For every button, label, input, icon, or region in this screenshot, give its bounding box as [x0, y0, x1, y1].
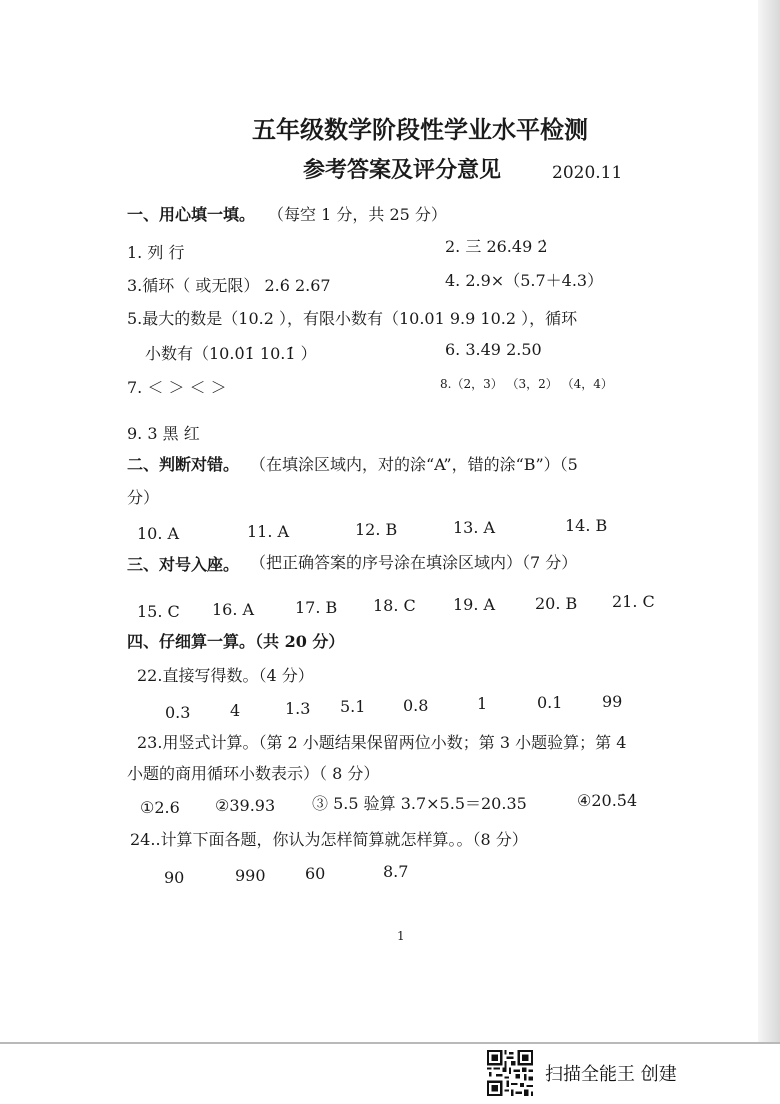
scan-edge-shadow — [758, 0, 780, 1050]
answer-q2: 2. 三 26.49 2̇ — [445, 237, 548, 256]
page-number: 1 — [397, 929, 405, 943]
answer-q17: 17. B — [295, 598, 338, 617]
q23-answer: ①2.6 — [140, 798, 180, 817]
answer-q5-line2: 小数有（10.0̇1̇ 10.1̇ ） — [145, 344, 317, 363]
section1-note: （每空 1 分，共 25 分） — [268, 205, 447, 224]
section2-heading: 二、判断对错。 — [127, 455, 240, 474]
section2-note-continued: 分） — [127, 488, 160, 507]
answer-q18: 18. C — [373, 596, 416, 615]
answer-q6: 6. 3.49 2.50 — [445, 340, 542, 359]
q22-answer: 0.3 — [165, 703, 191, 722]
q23-answer: ③ 5.5 验算 3.7×5.5＝20.35 — [312, 794, 527, 813]
q24-answer: 990 — [235, 866, 266, 885]
scanner-watermark-text: 扫描全能王 创建 — [545, 1064, 677, 1085]
answer-q1: 1. 列 行 — [127, 243, 185, 262]
answer-q9: 9. 3 黑 红 — [127, 424, 200, 443]
answer-q21: 21. C — [612, 592, 655, 611]
q22-answer: 4 — [230, 701, 241, 720]
answer-q8: 8.（2，3） （3，2） （4，4） — [440, 377, 613, 391]
section2-note: （在填涂区域内，对的涂“A”，错的涂“B”）（5 — [250, 455, 578, 474]
answer-q10: 10. A — [137, 524, 180, 543]
qr-code-icon — [487, 1050, 533, 1096]
document-title: 五年级数学阶段性学业水平检测 — [252, 115, 588, 144]
section3-note: （把正确答案的序号涂在填涂区域内）（7 分） — [250, 553, 578, 572]
q22-answer: 1.3 — [285, 699, 311, 718]
q22-answer: 99 — [602, 692, 623, 711]
section1-heading: 一、用心填一填。 — [127, 205, 256, 224]
q23-label: 23.用竖式计算。（第 2 小题结果保留两位小数；第 3 小题验算；第 4 — [137, 733, 627, 752]
answer-q16: 16. A — [212, 600, 255, 619]
q24-answer: 8.7 — [383, 862, 409, 881]
answer-q5-line1: 5.最大的数是（10.2 ），有限小数有（10.01 9.9 10.2 ），循环 — [127, 309, 578, 328]
answer-q4: 4. 2.9×（5.7＋4.3） — [445, 271, 604, 290]
answer-q3: 3.循环（ 或无限） 2.6̇ 2.67 — [127, 276, 331, 295]
answer-q14: 14. B — [565, 516, 608, 535]
answer-q13: 13. A — [453, 518, 496, 537]
q24-answer: 60 — [305, 864, 326, 883]
q22-answer: 0.8 — [403, 696, 429, 715]
q23-answer: ②39.93 — [215, 796, 276, 815]
page-bottom-edge — [0, 1042, 780, 1044]
q22-answer: 5.1 — [340, 697, 366, 716]
q22-answer: 1 — [477, 694, 488, 713]
answer-q12: 12. B — [355, 520, 398, 539]
answer-q15: 15. C — [137, 602, 180, 621]
answer-q11: 11. A — [247, 522, 290, 541]
document-subtitle: 参考答案及评分意见 — [303, 157, 502, 183]
q24-label: 24..计算下面各题，你认为怎样简算就怎样算。。（8 分） — [130, 830, 528, 849]
q22-answer: 0.1 — [537, 693, 563, 712]
q23-answer: ④20.5̇4̇ — [577, 791, 638, 810]
answer-q20: 20. B — [535, 594, 578, 613]
answer-q7: 7. ＜ ＞ ＜ ＞ — [127, 378, 227, 397]
document-date: 2020.11 — [552, 163, 623, 183]
q23-label-continued: 小题的商用循环小数表示）（ 8 分） — [127, 764, 380, 783]
q24-answer: 90 — [164, 868, 185, 887]
section4-heading: 四、仔细算一算。（共 20 分） — [127, 632, 345, 651]
answer-q19: 19. A — [453, 595, 496, 614]
section3-heading: 三、对号入座。 — [127, 555, 240, 574]
q22-label: 22.直接写得数。（4 分） — [137, 666, 314, 685]
